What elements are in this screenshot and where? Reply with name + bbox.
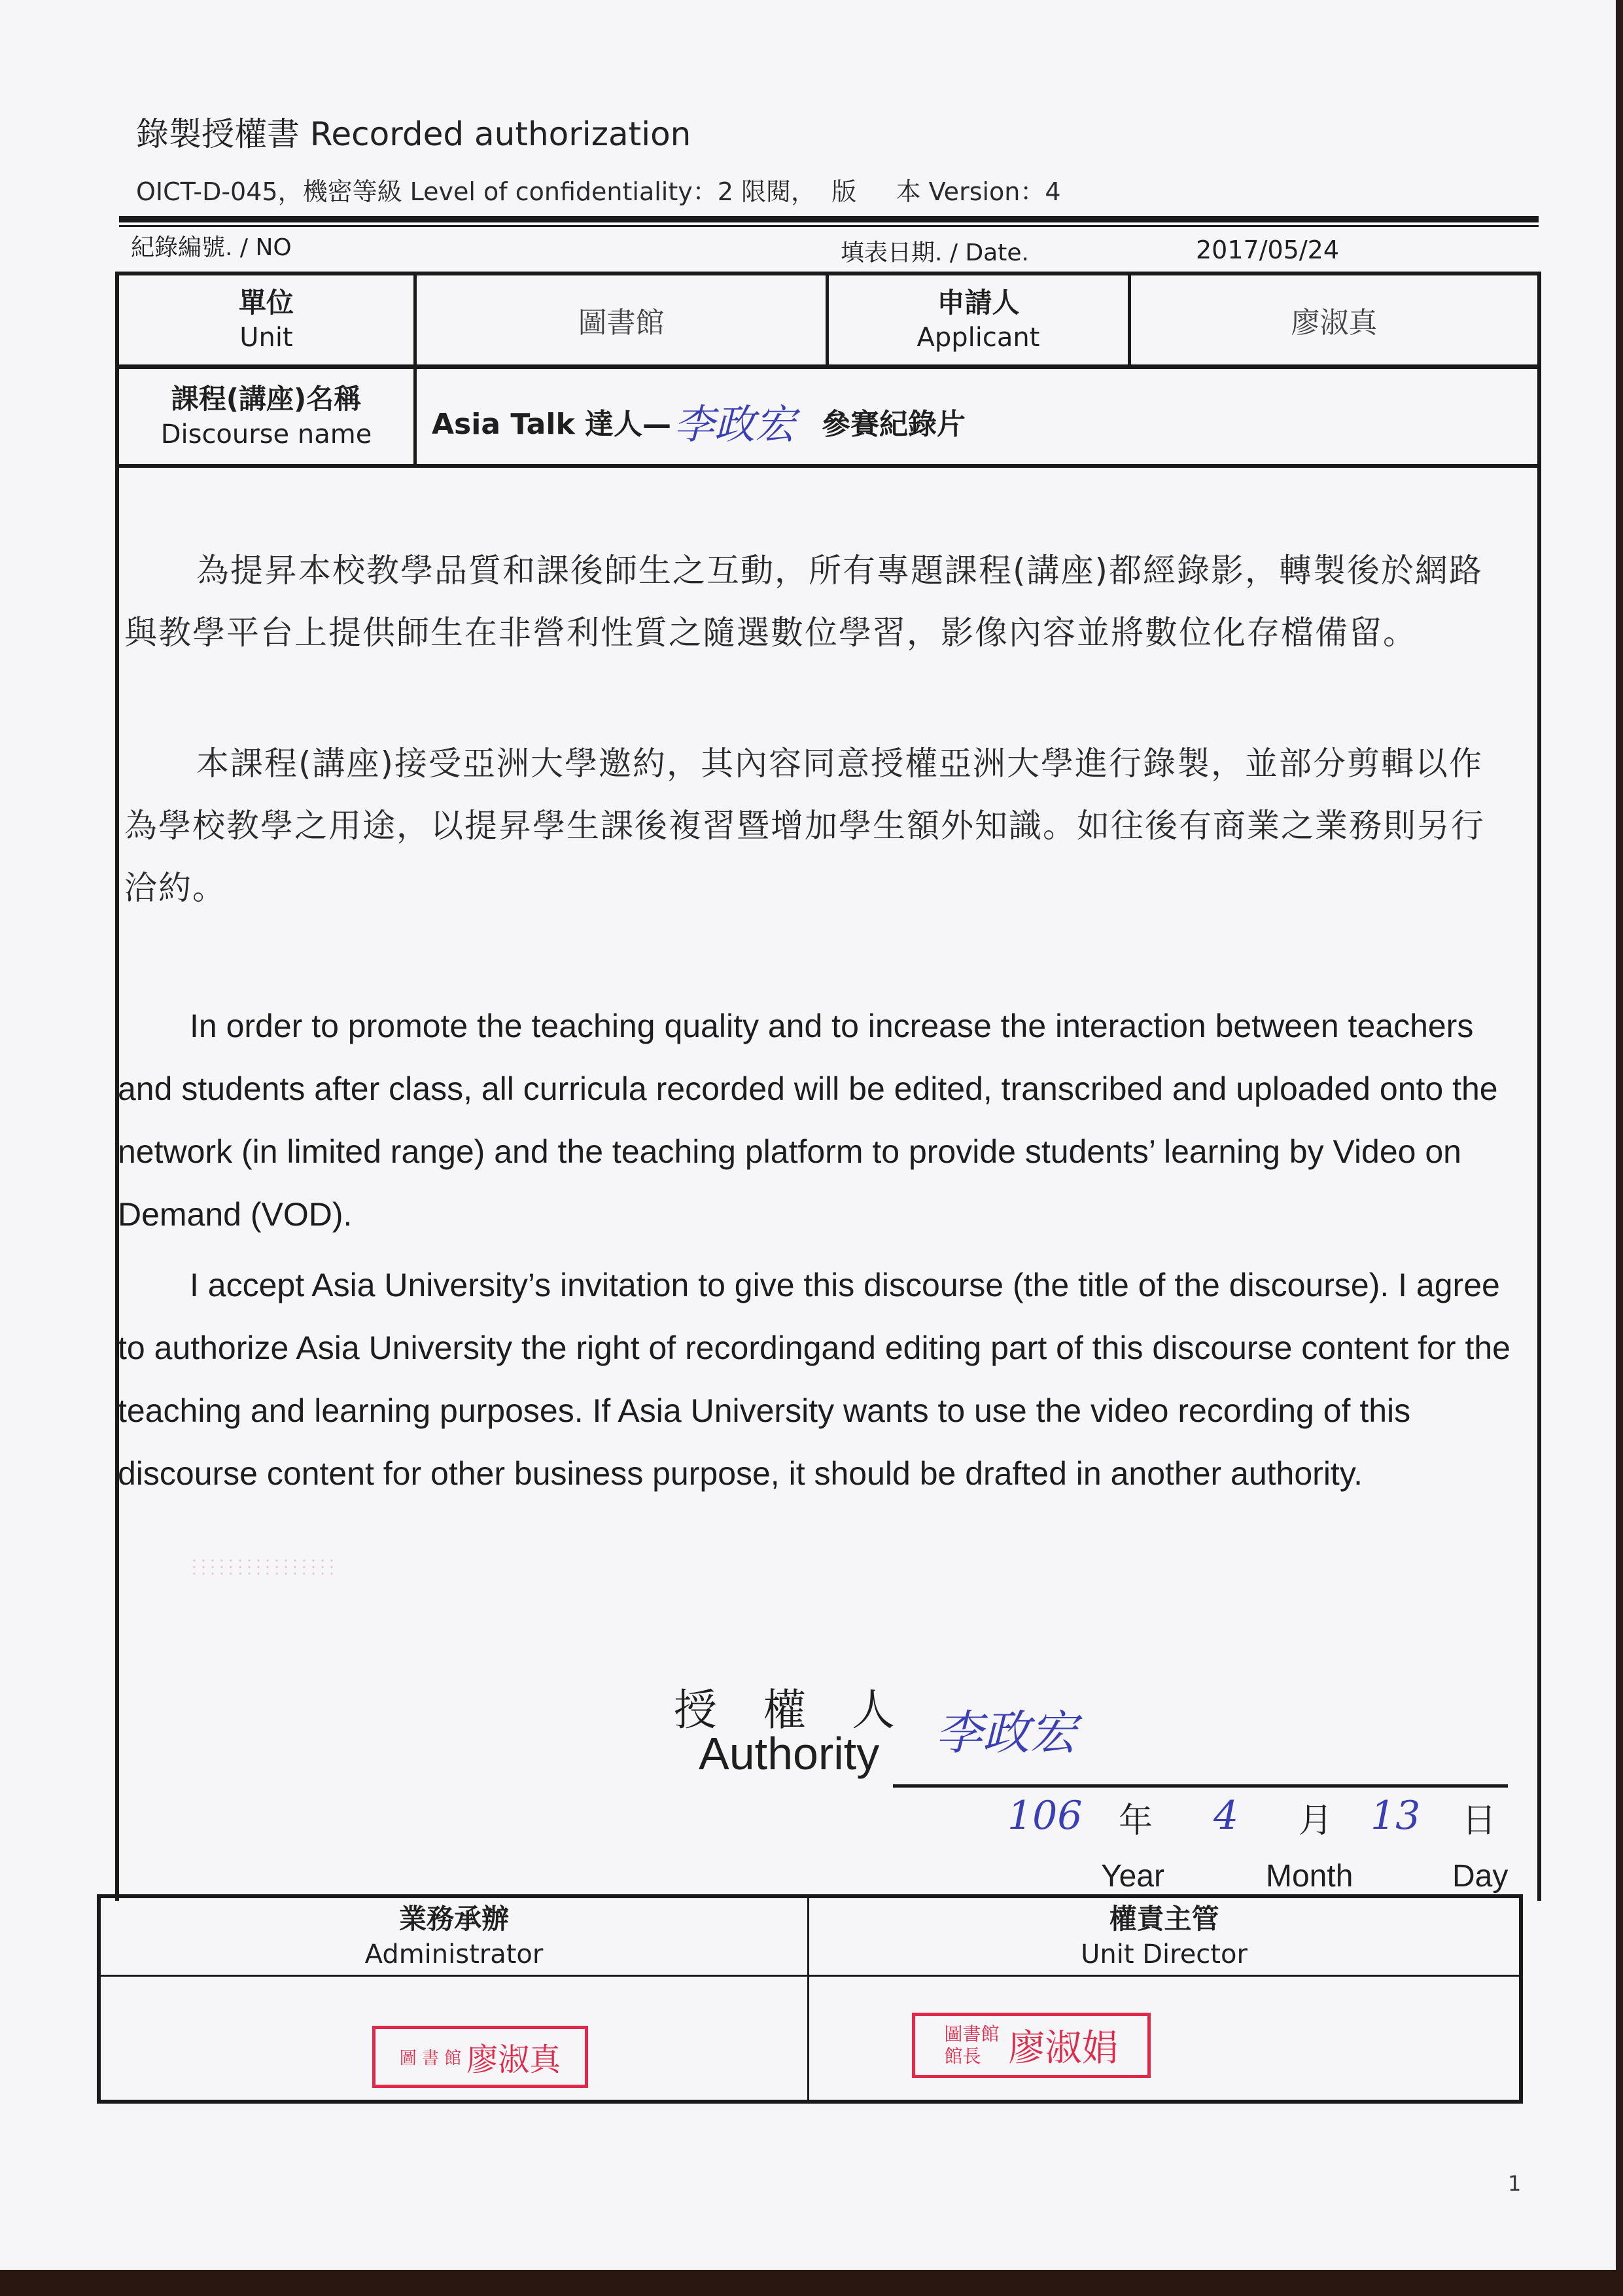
chinese-paragraph-1: 為提昇本校教學品質和課後師生之互動，所有專題課程(講座)都經錄影，轉製後於網路與教學平台上提供師生在非營利性質之隨選數位學習，影像內容並將數位化存檔備留。 bbox=[124, 552, 1484, 652]
table-divider bbox=[119, 364, 1537, 369]
administrator-header-cell bbox=[101, 1898, 807, 1975]
info-table bbox=[115, 272, 1541, 468]
applicant-label-cell bbox=[829, 275, 1128, 364]
unit-value-cell bbox=[417, 275, 826, 364]
director-seal-name: 廖淑娟 bbox=[1008, 2027, 1119, 2070]
document-title: 錄製授權書 Recorded authorization bbox=[136, 115, 691, 153]
month-label-en: Month bbox=[1266, 1859, 1353, 1894]
discourse-suffix: 參賽紀錄片 bbox=[822, 407, 966, 441]
document-code-line: OICT-D-045，機密等級 Level of confidentiality：2 限閱， 版 本 Version：4 bbox=[136, 177, 1061, 206]
month-handwritten: 4 bbox=[1213, 1793, 1239, 1839]
header-rule-thick bbox=[119, 216, 1539, 222]
applicant-value: 廖淑真 bbox=[1291, 306, 1378, 340]
director-header-cell bbox=[809, 1898, 1519, 1975]
unit-label-en: Unit bbox=[239, 323, 293, 353]
director-label-cn: 權責主管 bbox=[1109, 1903, 1219, 1935]
discourse-prefix: Asia Talk 達人— bbox=[432, 407, 672, 441]
unit-value: 圖書館 bbox=[578, 306, 665, 340]
administrator-label-cn: 業務承辦 bbox=[398, 1903, 509, 1935]
unit-label-cell bbox=[119, 275, 413, 364]
red-ink-speckle bbox=[190, 1557, 334, 1577]
page-number: 1 bbox=[1508, 2171, 1522, 2196]
discourse-label-cn: 課程(講座)名稱 bbox=[171, 383, 362, 415]
day-label-en: Day bbox=[1452, 1859, 1509, 1894]
header-rule-thin bbox=[119, 225, 1539, 227]
english-paragraph-1: In order to promote the teaching quality and to increase the interaction between teachers and students after class, all curricula recorded will be edited, transcribed and uploaded onto the network (in limited range) and the teaching platform to provide students’ learning by Video on Demand (VOD). bbox=[118, 1008, 1498, 1233]
record-number-label: 紀錄編號. / NO bbox=[131, 234, 292, 261]
discourse-handwritten-name: 李政宏 bbox=[674, 400, 796, 448]
discourse-label-en: Discourse name bbox=[160, 419, 372, 450]
scan-edge-bottom bbox=[0, 2270, 1623, 2296]
table-divider bbox=[101, 1975, 1519, 1977]
discourse-name-value bbox=[432, 392, 966, 450]
discourse-label-cell bbox=[119, 369, 413, 464]
year-label-cn: 年 bbox=[1119, 1801, 1153, 1841]
signature-line bbox=[893, 1784, 1508, 1788]
authority-signature: 李政宏 bbox=[935, 1705, 1077, 1760]
director-seal-stamp bbox=[912, 2013, 1151, 2078]
applicant-value-cell bbox=[1131, 275, 1537, 364]
administrator-seal-stamp bbox=[372, 2026, 588, 2088]
authority-label-en: Authority bbox=[699, 1728, 880, 1779]
administrator-seal-name: 廖淑真 bbox=[466, 2041, 561, 2078]
director-label-en: Unit Director bbox=[1081, 1939, 1248, 1969]
fill-date-label: 填表日期. / Date. bbox=[841, 239, 1029, 266]
director-seal-org: 圖書館 館長 bbox=[944, 2023, 1000, 2067]
administrator-seal-org: 圖 書 館 bbox=[399, 2049, 462, 2068]
chinese-paragraph-2: 本課程(講座)接受亞洲大學邀約，其內容同意授權亞洲大學進行錄製，並部分剪輯以作為學校教學之用途，以提昇學生課後複習暨增加學生額外知識。如往後有商業之業務則另行洽約。 bbox=[124, 745, 1485, 907]
month-label-cn: 月 bbox=[1299, 1801, 1333, 1841]
approval-table bbox=[97, 1894, 1523, 2104]
unit-label-cn: 單位 bbox=[238, 286, 294, 319]
english-paragraph-2: I accept Asia University’s invitation to give this discourse (the title of the discourse). I agree to authorize Asia University the right of recordingand editing part of this discourse content for the teaching and learning purposes. If Asia University wants to use the video recording of this discourse content for other business purpose, it should be drafted in another authority. bbox=[118, 1267, 1510, 1492]
day-handwritten: 13 bbox=[1370, 1793, 1421, 1839]
year-handwritten: 106 bbox=[1007, 1793, 1083, 1839]
day-label-cn: 日 bbox=[1462, 1801, 1497, 1841]
administrator-label-en: Administrator bbox=[364, 1939, 544, 1969]
authority-label-cn: 授權人 bbox=[674, 1685, 941, 1735]
fill-date-value: 2017/05/24 bbox=[1196, 236, 1340, 264]
applicant-label-en: Applicant bbox=[916, 323, 1040, 353]
year-label-en: Year bbox=[1101, 1859, 1164, 1894]
scan-edge-right bbox=[1616, 0, 1623, 2296]
applicant-label-cn: 申請人 bbox=[937, 286, 1020, 319]
